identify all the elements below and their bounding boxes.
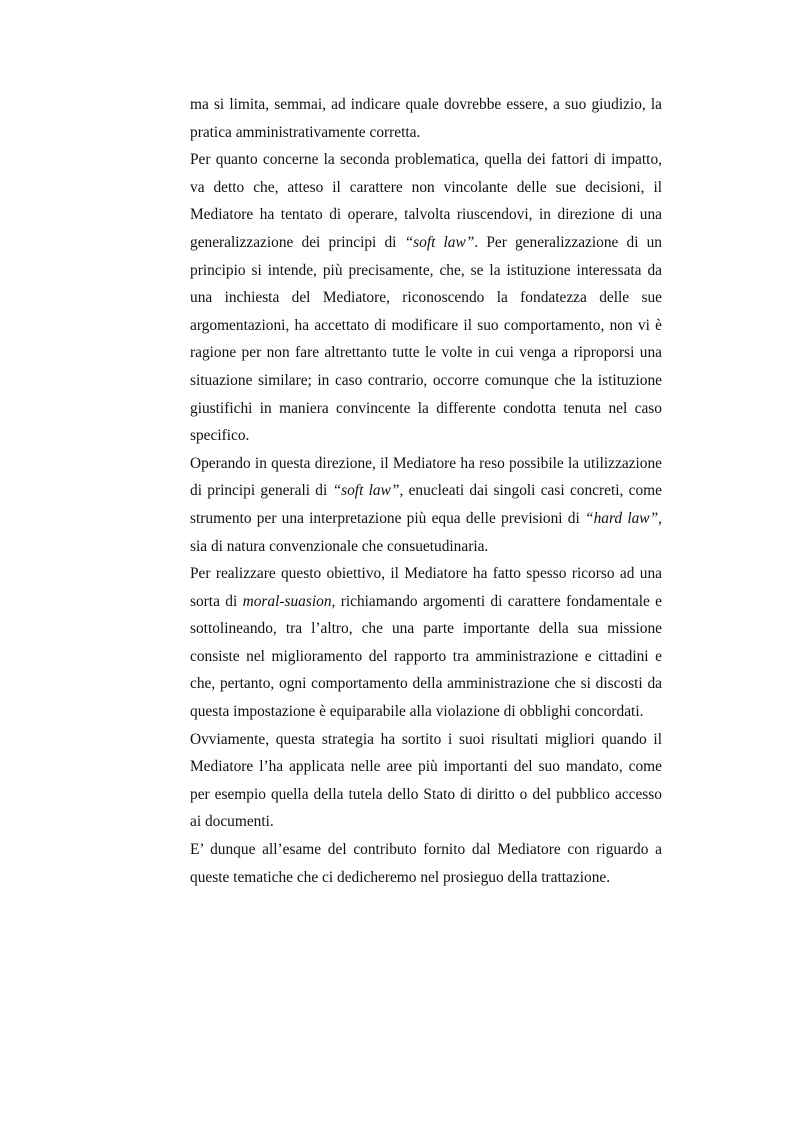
paragraph-1: [190, 91, 662, 146]
paragraph-2: [190, 146, 662, 450]
text-segment: ma si limita, semmai, ad indicare quale dovrebbe essere, a suo giudizio, la pratica amministrativamente corretta.: [190, 96, 662, 141]
text-segment: , richiamando argomenti di carattere fondamentale e sottolineando, tra l’altro, che una parte importante della sua missione consiste nel miglioramento del rapporto tra amministrazione e cittadini e che, pertanto, ogni comportamento della amministrazione che si discosti da questa impostazione è equiparabile alla violazione di obblighi concordati.: [190, 592, 662, 721]
italic-term: “soft law”: [332, 482, 400, 500]
paragraph-5: [190, 726, 662, 836]
text-segment: Ovviamente, questa strategia ha sortito i suoi risultati migliori quando il Mediatore l’ha applicata nelle aree più importanti del suo mandato, come per esempio quella della tutela dello Stato di diritto o del pubblico accesso ai documenti.: [190, 730, 662, 831]
text-segment: Operando in questa direzione, il Mediatore ha reso possibile la utilizzazione di principi generali di: [190, 454, 662, 500]
italic-term: moral-suasion: [242, 592, 332, 610]
italic-term: “hard law”: [585, 509, 659, 527]
text-segment: , enucleati dai singoli casi concreti, come strumento per una interpretazione più equa delle previsioni di: [190, 482, 662, 527]
italic-term: “soft law”: [404, 233, 475, 251]
text-segment: Per realizzare questo obiettivo, il Mediatore ha fatto spesso ricorso ad una sorta di: [190, 565, 662, 610]
text-segment: Per quanto concerne la seconda problematica, quella dei fattori di impatto, va detto che, atteso il carattere non vincolante delle sue decisioni, il Mediatore ha tentato di operare, talvolta riuscendovi, in direzione di una generalizzazione dei principi di: [190, 151, 662, 251]
paragraph-6: [190, 836, 662, 891]
paragraph-4: [190, 560, 662, 726]
text-segment: . Per generalizzazione di un principio si intende, più precisamente, che, se la istituzione interessata da una inchiesta del Mediatore, riconoscendo la fondatezza delle sue argomentazioni, ha accettato di modificare il suo comportamento, non vi è ragione per non fare altrettanto tutte le volte in cui venga a riproporsi una situazione similare; in caso contrario, occorre comunque che la istituzione giustifichi in maniera convincente la differente condotta tenuta nel caso specifico.: [190, 233, 662, 445]
paragraph-3: [190, 450, 662, 560]
body-text: [190, 91, 662, 891]
text-segment: E’ dunque all’esame del contributo fornito dal Mediatore con riguardo a queste tematiche che ci dedicheremo nel prosieguo della trattazione.: [190, 841, 662, 886]
text-segment: , sia di natura convenzionale che consuetudinaria.: [190, 509, 662, 555]
